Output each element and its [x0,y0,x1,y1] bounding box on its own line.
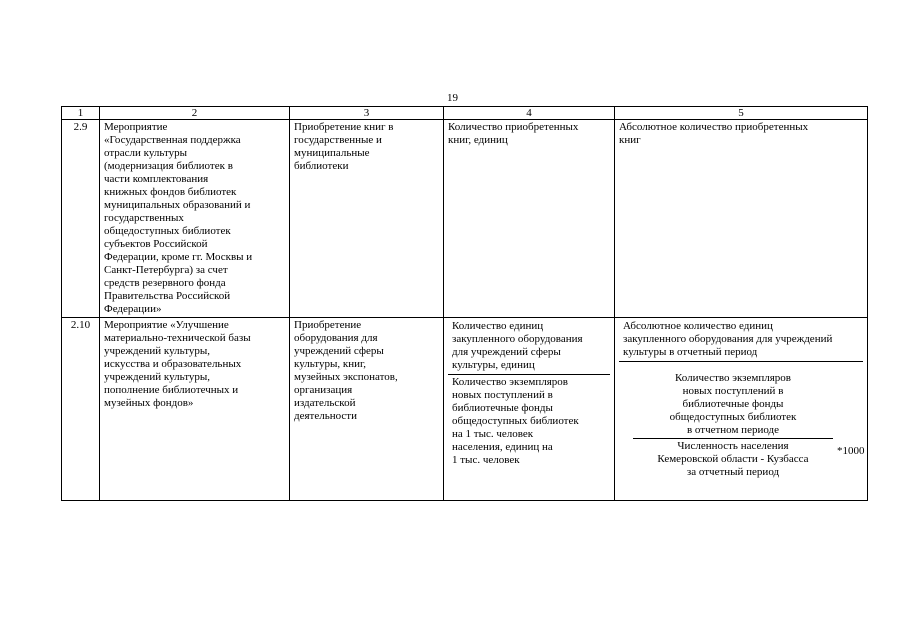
text-line: учреждений культуры, [104,371,210,383]
text-line: новых поступлений в [452,389,553,401]
text-line: «Государственная поддержка [104,134,241,146]
text-line: отрасли культуры [104,147,188,159]
indicator-cell [444,120,615,318]
text-line: книжных фондов библиотек [104,186,237,198]
calculation-formula [619,362,863,499]
text-line: Федерации, кроме гг. Москвы и [104,251,253,263]
text-line: учреждений сферы [294,345,384,357]
table-row [62,120,868,318]
method-equipment [619,319,863,362]
text-line: библиотеки [294,160,349,172]
text-line: Приобретение [294,319,362,331]
indicator-equipment [448,319,610,375]
text-line: Санкт-Петербурга) за счет [104,264,228,276]
text-line: общедоступных библиотек [452,415,579,427]
text-line: Мероприятие [104,121,168,133]
text-line: Правительства Российской [104,290,231,302]
column-header-1: 1 [62,107,100,120]
text-line: общедоступных библиотек [104,225,231,237]
text-line: культуры в отчетный период [623,346,758,358]
text-line: культуры, книг, [294,358,366,370]
formula-denominator [633,440,833,479]
text-line: музейных экспонатов, [294,371,398,383]
text-line: для учреждений сферы [452,346,561,358]
text-line: муниципальные [294,147,370,159]
text-line: государственные и [294,134,382,146]
text-line: оборудования для [294,332,378,344]
indicator-books-per-thousand [448,375,610,468]
column-header-5: 5 [615,107,868,120]
column-header-2: 2 [100,107,290,120]
text-line: на 1 тыс. человек [452,428,534,440]
text-line: Мероприятие «Улучшение [104,319,229,331]
row-number: 2.10 [62,318,100,501]
row-number: 2.9 [62,120,100,318]
text-line: учреждений культуры, [104,345,210,357]
column-header-3: 3 [290,107,444,120]
text-line: субъектов Российской [104,238,208,250]
text-line: материально-технической базы [104,332,251,344]
text-line: Количество экземпляров [674,372,791,384]
text-line: Численность населения [677,440,789,452]
text-line: издательской [294,397,356,409]
text-line: искусства и образовательных [104,358,242,370]
column-header-4: 4 [444,107,615,120]
text-line: Количество единиц [452,320,544,332]
text-line: муниципальных образований и [104,199,251,211]
text-line: Количество приобретенных [448,121,579,133]
indicator-cell [444,318,615,501]
text-line: пополнение библиотечных и [104,384,239,396]
purpose-cell [290,120,444,318]
text-line: (модернизация библиотек в [104,160,233,172]
indicators-table [61,106,868,501]
text-line: культуры, единиц [452,359,535,371]
formula-multiplier: *1000 [837,445,865,457]
formula-fraction [633,372,833,479]
event-cell [100,318,290,501]
text-line: населения, единиц на [452,441,553,453]
text-line: средств резервного фонда [104,277,226,289]
text-line: Абсолютное количество приобретенных [619,121,809,133]
text-line: библиотечные фонды [682,398,784,410]
text-line: книг [619,134,641,146]
table-header-row [62,107,868,120]
text-line: музейных фондов» [104,397,194,409]
text-line: Количество экземпляров [452,376,569,388]
text-line: 1 тыс. человек [452,454,520,466]
text-line: закупленного оборудования для учреждений [623,333,833,345]
text-line: Кемеровской области - Кузбасса [657,453,809,465]
text-line: книг, единиц [448,134,508,146]
text-line: новых поступлений в [682,385,784,397]
text-line: Федерации» [104,303,162,315]
method-cell [615,318,868,501]
text-line: деятельности [294,410,357,422]
text-line: государственных [104,212,184,224]
purpose-cell [290,318,444,501]
formula-numerator [633,372,833,437]
table-row [62,318,868,501]
text-line: Приобретение книг в [294,121,394,133]
fraction-bar [633,438,833,439]
text-line: организация [294,384,353,396]
text-line: общедоступных библиотек [669,411,797,423]
text-line: закупленного оборудования [452,333,583,345]
method-cell [615,120,868,318]
page-number: 19 [447,92,458,104]
text-line: Абсолютное количество единиц [623,320,773,332]
event-cell [100,120,290,318]
text-line: в отчетном периоде [686,424,780,436]
text-line: библиотечные фонды [452,402,553,414]
text-line: за отчетный период [686,466,780,478]
text-line: части комплектования [104,173,209,185]
